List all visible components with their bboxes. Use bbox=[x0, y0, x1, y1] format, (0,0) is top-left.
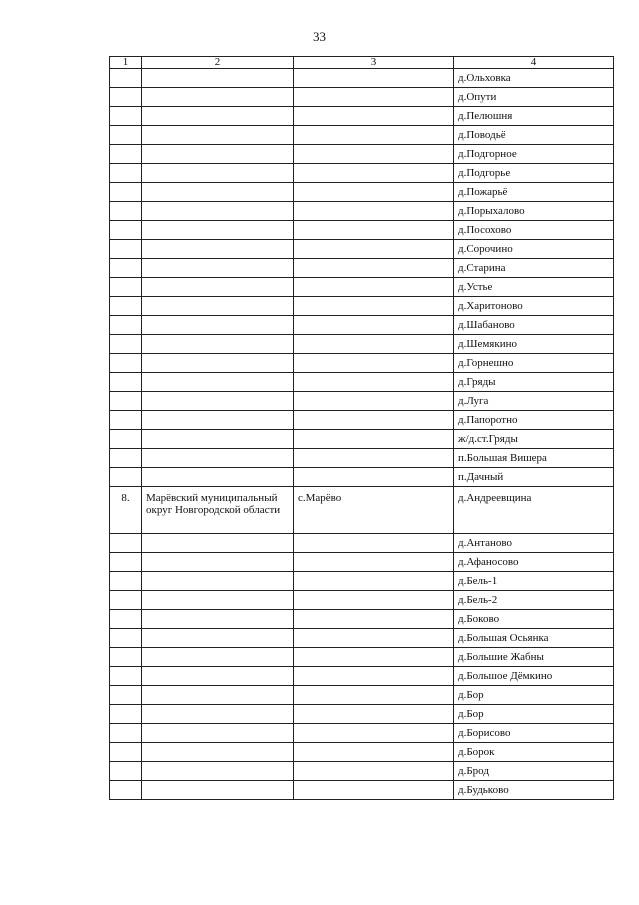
row-number-cell bbox=[110, 373, 142, 392]
table-row bbox=[110, 354, 614, 373]
settlement-cell: д.Харитоново bbox=[454, 297, 614, 316]
district-cell bbox=[142, 534, 294, 553]
admin-center-cell bbox=[294, 430, 454, 449]
settlement-cell: д.Ольховка bbox=[454, 69, 614, 88]
settlement-cell: д.Большие Жабны bbox=[454, 648, 614, 667]
table-row bbox=[110, 534, 614, 553]
settlement-cell: ж/д.ст.Гряды bbox=[454, 430, 614, 449]
district-cell bbox=[142, 411, 294, 430]
settlement-cell: д.Сорочино bbox=[454, 240, 614, 259]
admin-center-cell bbox=[294, 335, 454, 354]
district-cell bbox=[142, 107, 294, 126]
table-row bbox=[110, 335, 614, 354]
row-number-cell bbox=[110, 553, 142, 572]
settlement-cell: д.Бор bbox=[454, 705, 614, 724]
admin-center-cell bbox=[294, 107, 454, 126]
admin-center-cell bbox=[294, 221, 454, 240]
row-number-cell bbox=[110, 724, 142, 743]
row-number-cell bbox=[110, 164, 142, 183]
table-row bbox=[110, 781, 614, 800]
table-row bbox=[110, 572, 614, 591]
table-row bbox=[110, 183, 614, 202]
table-row bbox=[110, 648, 614, 667]
table-row bbox=[110, 88, 614, 107]
row-number-cell bbox=[110, 705, 142, 724]
settlement-cell: д.Поводьё bbox=[454, 126, 614, 145]
row-number-cell bbox=[110, 743, 142, 762]
table-header bbox=[110, 57, 614, 69]
row-number-cell bbox=[110, 430, 142, 449]
settlement-cell: д.Пожарьё bbox=[454, 183, 614, 202]
row-number-cell bbox=[110, 240, 142, 259]
admin-center-cell bbox=[294, 145, 454, 164]
admin-center-cell bbox=[294, 705, 454, 724]
district-cell bbox=[142, 449, 294, 468]
column-header: 2 bbox=[142, 57, 294, 69]
admin-center-cell bbox=[294, 648, 454, 667]
table-row bbox=[110, 667, 614, 686]
admin-center-cell bbox=[294, 534, 454, 553]
settlement-cell: д.Шабаново bbox=[454, 316, 614, 335]
row-number-cell bbox=[110, 145, 142, 164]
district-cell bbox=[142, 629, 294, 648]
table-row bbox=[110, 487, 614, 534]
row-number-cell bbox=[110, 107, 142, 126]
settlement-cell: д.Боково bbox=[454, 610, 614, 629]
table-row bbox=[110, 278, 614, 297]
admin-center-cell bbox=[294, 591, 454, 610]
settlements-table bbox=[109, 56, 614, 800]
district-cell bbox=[142, 724, 294, 743]
settlement-cell: д.Шемякино bbox=[454, 335, 614, 354]
row-number-cell bbox=[110, 648, 142, 667]
column-header: 3 bbox=[294, 57, 454, 69]
district-cell bbox=[142, 183, 294, 202]
admin-center-cell bbox=[294, 743, 454, 762]
row-number-cell bbox=[110, 667, 142, 686]
row-number-cell bbox=[110, 610, 142, 629]
row-number-cell bbox=[110, 468, 142, 487]
table-row bbox=[110, 629, 614, 648]
admin-center-cell bbox=[294, 762, 454, 781]
district-cell bbox=[142, 705, 294, 724]
row-number-cell bbox=[110, 686, 142, 705]
admin-center-cell bbox=[294, 240, 454, 259]
table-row bbox=[110, 297, 614, 316]
admin-center-cell bbox=[294, 449, 454, 468]
table-row bbox=[110, 259, 614, 278]
district-cell bbox=[142, 335, 294, 354]
admin-center-cell bbox=[294, 629, 454, 648]
row-number-cell bbox=[110, 183, 142, 202]
district-cell bbox=[142, 430, 294, 449]
admin-center-cell bbox=[294, 164, 454, 183]
settlement-cell: д.Старина bbox=[454, 259, 614, 278]
table-row bbox=[110, 164, 614, 183]
admin-center-cell bbox=[294, 781, 454, 800]
settlement-cell: п.Большая Вишера bbox=[454, 449, 614, 468]
settlement-cell: д.Опути bbox=[454, 88, 614, 107]
row-number-cell bbox=[110, 88, 142, 107]
row-number-cell bbox=[110, 449, 142, 468]
district-cell bbox=[142, 145, 294, 164]
column-header: 1 bbox=[110, 57, 142, 69]
district-cell bbox=[142, 221, 294, 240]
table-row bbox=[110, 468, 614, 487]
row-number-cell bbox=[110, 126, 142, 145]
settlement-cell: д.Устье bbox=[454, 278, 614, 297]
row-number-cell bbox=[110, 335, 142, 354]
admin-center-cell bbox=[294, 202, 454, 221]
row-number-cell: 8. bbox=[110, 487, 142, 534]
table-row bbox=[110, 686, 614, 705]
admin-center-cell bbox=[294, 392, 454, 411]
district-cell bbox=[142, 126, 294, 145]
district-cell bbox=[142, 762, 294, 781]
settlement-cell: д.Борок bbox=[454, 743, 614, 762]
admin-center-cell bbox=[294, 572, 454, 591]
settlement-cell: д.Посохово bbox=[454, 221, 614, 240]
settlement-cell: д.Борисово bbox=[454, 724, 614, 743]
admin-center-cell bbox=[294, 553, 454, 572]
table-row bbox=[110, 145, 614, 164]
settlement-cell: д.Афаносово bbox=[454, 553, 614, 572]
admin-center-cell bbox=[294, 259, 454, 278]
row-number-cell bbox=[110, 762, 142, 781]
table-row bbox=[110, 705, 614, 724]
admin-center-cell bbox=[294, 69, 454, 88]
settlement-cell: д.Бель-1 bbox=[454, 572, 614, 591]
admin-center-cell bbox=[294, 126, 454, 145]
district-cell bbox=[142, 781, 294, 800]
row-number-cell bbox=[110, 221, 142, 240]
settlement-cell: п.Дачный bbox=[454, 468, 614, 487]
row-number-cell bbox=[110, 591, 142, 610]
table-row bbox=[110, 762, 614, 781]
row-number-cell bbox=[110, 392, 142, 411]
table-row bbox=[110, 430, 614, 449]
admin-center-cell bbox=[294, 686, 454, 705]
admin-center-cell bbox=[294, 667, 454, 686]
settlement-cell: д.Гряды bbox=[454, 373, 614, 392]
row-number-cell bbox=[110, 534, 142, 553]
district-cell bbox=[142, 553, 294, 572]
district-cell bbox=[142, 354, 294, 373]
admin-center-cell bbox=[294, 610, 454, 629]
table-row bbox=[110, 724, 614, 743]
table-row bbox=[110, 610, 614, 629]
table-row bbox=[110, 240, 614, 259]
column-header: 4 bbox=[454, 57, 614, 69]
district-cell bbox=[142, 164, 294, 183]
table-row bbox=[110, 449, 614, 468]
table-row bbox=[110, 743, 614, 762]
district-cell bbox=[142, 392, 294, 411]
district-cell bbox=[142, 468, 294, 487]
district-cell bbox=[142, 240, 294, 259]
admin-center-cell: с.Марёво bbox=[294, 487, 454, 534]
table-row bbox=[110, 126, 614, 145]
admin-center-cell bbox=[294, 724, 454, 743]
admin-center-cell bbox=[294, 373, 454, 392]
admin-center-cell bbox=[294, 411, 454, 430]
district-cell bbox=[142, 743, 294, 762]
row-number-cell bbox=[110, 297, 142, 316]
table-row bbox=[110, 107, 614, 126]
table-row bbox=[110, 202, 614, 221]
settlement-cell: д.Андреевщина bbox=[454, 487, 614, 534]
row-number-cell bbox=[110, 316, 142, 335]
district-cell bbox=[142, 69, 294, 88]
settlement-cell: д.Пелюшня bbox=[454, 107, 614, 126]
row-number-cell bbox=[110, 278, 142, 297]
admin-center-cell bbox=[294, 278, 454, 297]
settlement-cell: д.Горнешно bbox=[454, 354, 614, 373]
settlement-cell: д.Брод bbox=[454, 762, 614, 781]
district-cell bbox=[142, 259, 294, 278]
settlement-cell: д.Подгорное bbox=[454, 145, 614, 164]
row-number-cell bbox=[110, 411, 142, 430]
row-number-cell bbox=[110, 629, 142, 648]
district-cell bbox=[142, 572, 294, 591]
table-row bbox=[110, 553, 614, 572]
admin-center-cell bbox=[294, 297, 454, 316]
settlement-cell: д.Подгорье bbox=[454, 164, 614, 183]
table-row bbox=[110, 221, 614, 240]
row-number-cell bbox=[110, 202, 142, 221]
district-cell bbox=[142, 297, 294, 316]
settlement-cell: д.Папоротно bbox=[454, 411, 614, 430]
settlement-cell: д.Будьково bbox=[454, 781, 614, 800]
table-row bbox=[110, 373, 614, 392]
district-cell bbox=[142, 88, 294, 107]
settlement-cell: д.Бор bbox=[454, 686, 614, 705]
row-number-cell bbox=[110, 781, 142, 800]
row-number-cell bbox=[110, 354, 142, 373]
admin-center-cell bbox=[294, 88, 454, 107]
header-row bbox=[110, 57, 614, 69]
district-cell: Марёвский муниципальный округ Новгородской области bbox=[142, 487, 294, 534]
district-cell bbox=[142, 667, 294, 686]
district-cell bbox=[142, 648, 294, 667]
district-cell bbox=[142, 202, 294, 221]
table-row bbox=[110, 591, 614, 610]
table-row bbox=[110, 69, 614, 88]
settlement-cell: д.Большое Дёмкино bbox=[454, 667, 614, 686]
settlement-cell: д.Антаново bbox=[454, 534, 614, 553]
district-cell bbox=[142, 373, 294, 392]
admin-center-cell bbox=[294, 468, 454, 487]
settlement-cell: д.Луга bbox=[454, 392, 614, 411]
admin-center-cell bbox=[294, 354, 454, 373]
admin-center-cell bbox=[294, 316, 454, 335]
settlement-cell: д.Бель-2 bbox=[454, 591, 614, 610]
settlement-cell: д.Большая Осьянка bbox=[454, 629, 614, 648]
table-body bbox=[110, 69, 614, 800]
page-number: 33 bbox=[313, 29, 326, 44]
row-number-cell bbox=[110, 572, 142, 591]
district-cell bbox=[142, 610, 294, 629]
settlement-cell: д.Порыхалово bbox=[454, 202, 614, 221]
row-number-cell bbox=[110, 69, 142, 88]
district-cell bbox=[142, 278, 294, 297]
district-cell bbox=[142, 686, 294, 705]
district-cell bbox=[142, 591, 294, 610]
table-row bbox=[110, 316, 614, 335]
district-cell bbox=[142, 316, 294, 335]
table-row bbox=[110, 392, 614, 411]
table-row bbox=[110, 411, 614, 430]
admin-center-cell bbox=[294, 183, 454, 202]
row-number-cell bbox=[110, 259, 142, 278]
